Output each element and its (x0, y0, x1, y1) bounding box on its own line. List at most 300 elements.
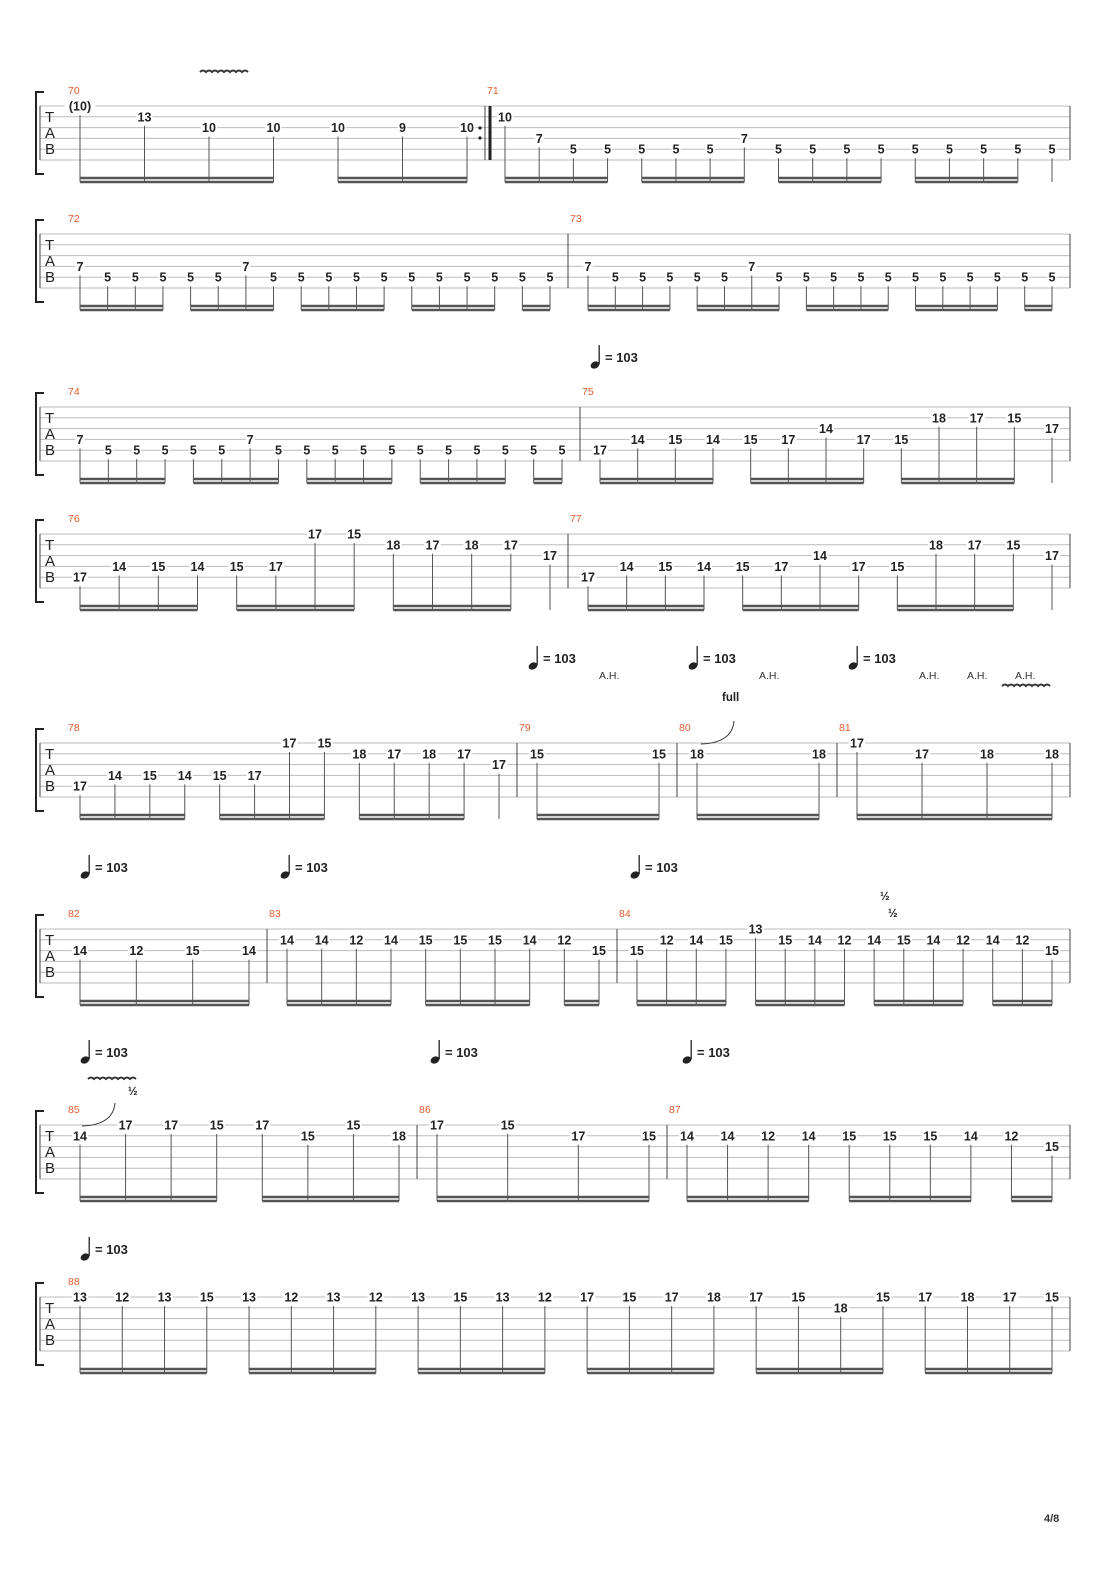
harmonic-annotation: A.H. (599, 670, 620, 682)
tempo-marking (527, 646, 576, 671)
fret-number: 5 (270, 270, 278, 285)
fret-number: 18 (464, 538, 479, 553)
tab-clef-letter: B (45, 141, 56, 158)
tab-note (588, 271, 620, 310)
fret-number: 17 (73, 570, 87, 585)
fret-number: 15 (882, 1129, 897, 1144)
tab-note (191, 271, 223, 310)
fret-number: 17 (664, 1290, 679, 1305)
fret-number: 14 (689, 933, 704, 948)
fret-number: 12 (557, 933, 572, 948)
fret-number: 18 (422, 747, 437, 762)
fret-number: 5 (518, 270, 526, 285)
tab-note (410, 1291, 426, 1374)
tab-note (756, 1291, 806, 1374)
tab-note (529, 444, 538, 483)
fret-number: 5 (473, 443, 481, 458)
tab-note (539, 143, 578, 182)
vibrato-icon (200, 71, 248, 73)
fret-number: 13 (73, 1290, 87, 1305)
measure (669, 1104, 1060, 1201)
fret-number: 15 (453, 1290, 468, 1305)
fret-number: 5 (187, 270, 195, 285)
tab-note (747, 923, 763, 1006)
tab-note (122, 1291, 172, 1374)
tab-note (80, 769, 123, 819)
fret-number: 5 (501, 443, 509, 458)
fret-number: 5 (491, 270, 499, 285)
measure-number: 76 (68, 513, 80, 525)
tab-note (420, 444, 453, 483)
tab-note (857, 747, 930, 819)
fret-number: 15 (500, 1118, 515, 1133)
tempo-marking (79, 1040, 128, 1065)
tab-note (218, 260, 250, 310)
fret-number: 5 (1014, 142, 1022, 157)
fret-number: 5 (966, 270, 974, 285)
tab-note (756, 933, 794, 1005)
fret-number: 5 (558, 443, 566, 458)
measure (570, 513, 1060, 610)
fret-number: 5 (416, 443, 424, 458)
tempo-label: = 103 (445, 1045, 478, 1060)
harmonic-annotation: A.H. (1015, 670, 1036, 682)
tab-clef-letter: T (45, 932, 55, 949)
fret-number: 15 (622, 1290, 637, 1305)
repeat-dot (478, 136, 481, 139)
tab-note (542, 549, 558, 610)
fret-number: 12 (284, 1290, 299, 1305)
fret-number: 5 (1048, 142, 1056, 157)
measure-number: 88 (68, 1276, 80, 1288)
fret-number: 15 (658, 559, 673, 574)
tab-note (1003, 1129, 1019, 1201)
measure-number: 81 (839, 722, 851, 734)
measure-number: 85 (68, 1104, 80, 1116)
tab-note (254, 1119, 270, 1202)
tab-note (301, 271, 333, 310)
fret-number: 15 (778, 933, 793, 948)
fret-number: 5 (604, 142, 612, 157)
tab-note (302, 444, 311, 483)
measure (487, 85, 1057, 182)
fret-number: 5 (297, 270, 305, 285)
fret-number: 17 (247, 768, 262, 783)
tab-note (250, 444, 283, 483)
fret-number: 17 (581, 570, 595, 585)
fret-number: 15 (735, 559, 750, 574)
fret-number: 15 (896, 933, 911, 948)
tab-note (1025, 271, 1057, 310)
fret-number: 15 (199, 1290, 214, 1305)
fret-number: 15 (212, 768, 227, 783)
tab-note (578, 1129, 657, 1201)
tab-note (65, 100, 96, 183)
tab-clef-letter: A (45, 125, 56, 142)
tab-note (503, 1291, 553, 1374)
tab-note (734, 560, 750, 610)
tab-note (171, 1119, 225, 1202)
fret-number: 17 (1045, 422, 1059, 437)
fret-number: 15 (743, 432, 758, 447)
tab-note (866, 933, 882, 1005)
fret-number: 9 (399, 121, 406, 136)
tab-note (629, 1291, 679, 1374)
measure-number: 79 (519, 722, 531, 734)
fret-number: 17 (282, 736, 297, 751)
fret-number: 5 (189, 443, 197, 458)
fret-number: 5 (325, 270, 333, 285)
fret-number: 14 (720, 1129, 735, 1144)
measure-number: 80 (679, 722, 691, 734)
tab-clef-letter: B (45, 1160, 56, 1177)
tab-note (949, 143, 988, 182)
tab-note (72, 944, 88, 1005)
tab-note (798, 1301, 848, 1373)
fret-number: 18 (386, 538, 401, 553)
fret-number: 10 (202, 121, 216, 136)
tab-system (36, 213, 1070, 310)
fret-number: 12 (368, 1290, 383, 1305)
fret-number: 5 (274, 443, 282, 458)
fret-number: 15 (347, 527, 362, 542)
fret-number: 13 (242, 1290, 256, 1305)
fret-number: 14 (280, 933, 294, 948)
measure (68, 386, 567, 483)
fret-number: 13 (326, 1290, 341, 1305)
fret-number: (10) (68, 99, 92, 114)
tempo-label: = 103 (703, 651, 736, 666)
measure-number: 71 (487, 85, 499, 97)
fret-number: 12 (1015, 933, 1030, 948)
bend-label: ½ (880, 891, 890, 903)
tab-note (779, 143, 818, 182)
tab-clef-letter: A (45, 1144, 56, 1161)
tab-note (356, 271, 388, 310)
tab-note (893, 433, 909, 483)
fret-number: 17 (308, 527, 322, 542)
fret-number: 5 (639, 270, 647, 285)
fret-number: 14 (177, 768, 192, 783)
tab-note (579, 1291, 595, 1374)
tab-note (987, 747, 1060, 819)
fret-number: 14 (697, 559, 711, 574)
fret-number: 15 (185, 944, 200, 959)
tab-note (330, 121, 346, 182)
fret-number: 18 (833, 1301, 848, 1316)
tempo-marking (681, 1040, 730, 1065)
measure-number: 87 (669, 1104, 681, 1116)
tab-note (279, 933, 295, 1005)
fret-number: 18 (932, 411, 946, 426)
tab-note (315, 528, 362, 611)
tab-note (916, 271, 948, 310)
fret-number: 13 (137, 110, 152, 125)
tempo-marking (79, 855, 128, 880)
tab-note (439, 271, 471, 310)
fret-number: 14 (242, 944, 256, 959)
tab-note (925, 1291, 975, 1374)
tab-note (193, 444, 226, 483)
tab-note (416, 444, 425, 483)
tab-note (689, 747, 705, 819)
measure-number: 86 (419, 1104, 431, 1116)
tab-note (108, 271, 140, 310)
harmonic-annotation: A.H. (967, 670, 988, 682)
tab-note (967, 1291, 1017, 1374)
tab-note (901, 411, 947, 483)
fret-number: 14 (819, 422, 833, 437)
tab-note (742, 433, 758, 483)
fret-number: 5 (939, 270, 947, 285)
fret-number: 15 (418, 933, 433, 948)
tempo-label: = 103 (863, 651, 896, 666)
tab-note (497, 110, 513, 182)
tab-clef-letter: A (45, 253, 56, 270)
tab-note (108, 444, 141, 483)
fret-number: 12 (659, 933, 674, 948)
tab-note (189, 444, 198, 483)
fret-number: 15 (652, 747, 666, 762)
tab-note (820, 560, 867, 610)
fret-number: 5 (857, 270, 865, 285)
fret-number: 17 (457, 747, 472, 762)
tab-note (697, 271, 729, 310)
measure (619, 891, 1060, 1005)
tempo-label: = 103 (645, 860, 678, 875)
fret-number: 5 (877, 142, 885, 157)
fret-number: 5 (445, 443, 453, 458)
tab-note (75, 260, 84, 310)
tab-clef-letter: B (45, 964, 56, 981)
fret-number: 12 (956, 933, 971, 948)
fret-number: 18 (960, 1290, 975, 1305)
tab-note (849, 737, 865, 820)
tab-system (36, 345, 1070, 483)
tempo-label: = 103 (543, 651, 576, 666)
fret-number: 5 (666, 270, 674, 285)
tab-clef-letter: T (45, 1128, 55, 1145)
page-number: 4/8 (1044, 1513, 1060, 1525)
fret-number: 7 (584, 259, 592, 274)
measure-number: 78 (68, 722, 80, 734)
fret-number: 14 (867, 933, 882, 948)
fret-number: 14 (963, 1129, 978, 1144)
tab-note (1022, 944, 1060, 1005)
fret-number: 10 (266, 121, 281, 136)
tab-note (580, 571, 596, 610)
tab-clef-letter: B (45, 778, 56, 795)
fret-number: 15 (1045, 1140, 1059, 1155)
tab-note (985, 933, 1001, 1005)
measure (68, 213, 555, 310)
repeat-dot (478, 126, 481, 129)
fret-number: 15 (530, 747, 544, 762)
tab-note (806, 271, 838, 310)
fret-number: 17 (118, 1118, 133, 1133)
fret-number: 15 (842, 1129, 857, 1144)
tab-note (126, 1119, 180, 1202)
fret-number: 7 (740, 131, 748, 146)
fret-number: 5 (408, 270, 416, 285)
fret-number: 17 (1002, 1290, 1017, 1305)
fret-number: 7 (76, 259, 84, 274)
fret-number: 17 (749, 1290, 764, 1305)
fret-number: 17 (425, 538, 440, 553)
tab-clef-letter: T (45, 109, 55, 126)
tab-note (338, 121, 407, 182)
tab-note (693, 271, 702, 310)
fret-number: 15 (718, 933, 733, 948)
fret-number: 17 (580, 1290, 595, 1305)
tab-note (781, 549, 828, 610)
tempo-label: = 103 (697, 1045, 730, 1060)
fret-number: 17 (851, 559, 866, 574)
fret-number: 15 (642, 1129, 656, 1144)
harmonic-annotation: A.H. (759, 670, 780, 682)
measure-number: 75 (582, 386, 594, 398)
tab-clef-letter: B (45, 1332, 56, 1349)
tab-note (209, 121, 282, 182)
fret-number: 5 (706, 142, 714, 157)
fret-number: 15 (630, 944, 644, 959)
fret-number: 14 (384, 933, 398, 948)
tab-note (889, 560, 905, 610)
tab-note (80, 444, 113, 483)
bend-label: full (722, 692, 740, 704)
fret-number: 12 (1004, 1129, 1019, 1144)
fret-number: 5 (546, 270, 554, 285)
tempo-label: = 103 (295, 860, 328, 875)
fret-number: 15 (894, 432, 909, 447)
tab-clef-letter: B (45, 269, 56, 286)
tab-clef-letter: T (45, 746, 55, 763)
fret-number: 15 (453, 933, 468, 948)
fret-number: 5 (945, 142, 953, 157)
measure-number: 83 (269, 908, 281, 920)
tab-note (135, 271, 167, 310)
fret-number: 18 (690, 747, 704, 762)
fret-number: 18 (706, 1290, 721, 1305)
fret-number: 5 (435, 270, 443, 285)
tab-system (36, 1237, 1070, 1373)
fret-number: 14 (807, 933, 822, 948)
tab-note (615, 271, 647, 310)
fret-number: 15 (1045, 944, 1059, 959)
fret-number: 15 (1045, 1290, 1059, 1305)
tab-note (508, 1129, 587, 1201)
bend-arrow (701, 721, 734, 744)
fret-number: 5 (104, 443, 112, 458)
tab-note (724, 260, 756, 310)
fret-number: 15 (791, 1290, 806, 1305)
fret-number: 15 (346, 1118, 361, 1133)
tab-clef-letter: A (45, 948, 56, 965)
fret-number: 5 (802, 270, 810, 285)
tab-note (676, 143, 715, 182)
fret-number: 5 (159, 270, 167, 285)
fret-number: 10 (331, 121, 345, 136)
measure (582, 386, 1060, 483)
fret-number: 17 (1045, 549, 1059, 564)
fret-number: 13 (495, 1290, 510, 1305)
fret-number: 14 (630, 432, 645, 447)
tab-note (241, 1291, 257, 1374)
fret-number: 15 (592, 944, 606, 959)
fret-number: 14 (314, 933, 329, 948)
tab-note (491, 758, 507, 819)
tab-note (1044, 549, 1060, 610)
fret-number: 17 (543, 549, 557, 564)
measure (68, 908, 257, 1005)
fret-number: 5 (161, 443, 169, 458)
measure-number: 84 (619, 908, 631, 920)
tab-note (417, 933, 433, 1005)
fret-number: 15 (488, 933, 502, 948)
fret-number: 5 (380, 270, 388, 285)
tab-note (629, 944, 645, 1005)
fret-number: 15 (668, 432, 683, 447)
tab-note (911, 143, 920, 182)
tab-note (249, 1291, 299, 1374)
tab-clef-letter: T (45, 410, 55, 427)
tab-note (80, 944, 145, 1005)
fret-number: 18 (392, 1129, 406, 1144)
fret-number: 18 (812, 747, 826, 762)
fret-number: 5 (131, 270, 139, 285)
fret-number: 5 (638, 142, 646, 157)
fret-number: 17 (593, 443, 607, 458)
tab-note (984, 143, 1023, 182)
tab-note (600, 433, 646, 483)
fret-number: 14 (680, 1129, 694, 1144)
measure-number: 72 (68, 213, 80, 225)
tab-clef-letter: T (45, 1300, 55, 1317)
tab-note (802, 271, 811, 310)
fret-number: 5 (303, 443, 311, 458)
tab-note (970, 271, 1002, 310)
fret-number: 14 (801, 1129, 816, 1144)
tab-clef-letter: T (45, 537, 55, 554)
fret-number: 5 (980, 142, 988, 157)
tab-note (1020, 271, 1029, 310)
fret-number: 17 (73, 779, 87, 794)
fret-number: 17 (571, 1129, 586, 1144)
measure (419, 1104, 657, 1201)
tempo-marking (279, 855, 328, 880)
measure-number: 73 (570, 213, 582, 225)
fret-number: 15 (317, 736, 332, 751)
bend-label: ½ (128, 1086, 138, 1098)
fret-number: 5 (843, 142, 851, 157)
fret-number: 17 (430, 1118, 444, 1133)
fret-number: 15 (209, 1118, 224, 1133)
fret-number: 17 (387, 747, 402, 762)
fret-number: 5 (809, 142, 817, 157)
fret-number: 15 (876, 1290, 890, 1305)
tab-note (642, 143, 681, 182)
tab-note (72, 1291, 88, 1374)
tab-note (307, 444, 340, 483)
measure (269, 908, 607, 1005)
tab-note (834, 271, 866, 310)
bend-arrow (82, 1103, 115, 1126)
fret-number: 17 (969, 411, 984, 426)
tab-note (922, 747, 995, 819)
tab-note (556, 933, 572, 1005)
fret-number: 5 (218, 443, 226, 458)
fret-number: 5 (331, 443, 339, 458)
